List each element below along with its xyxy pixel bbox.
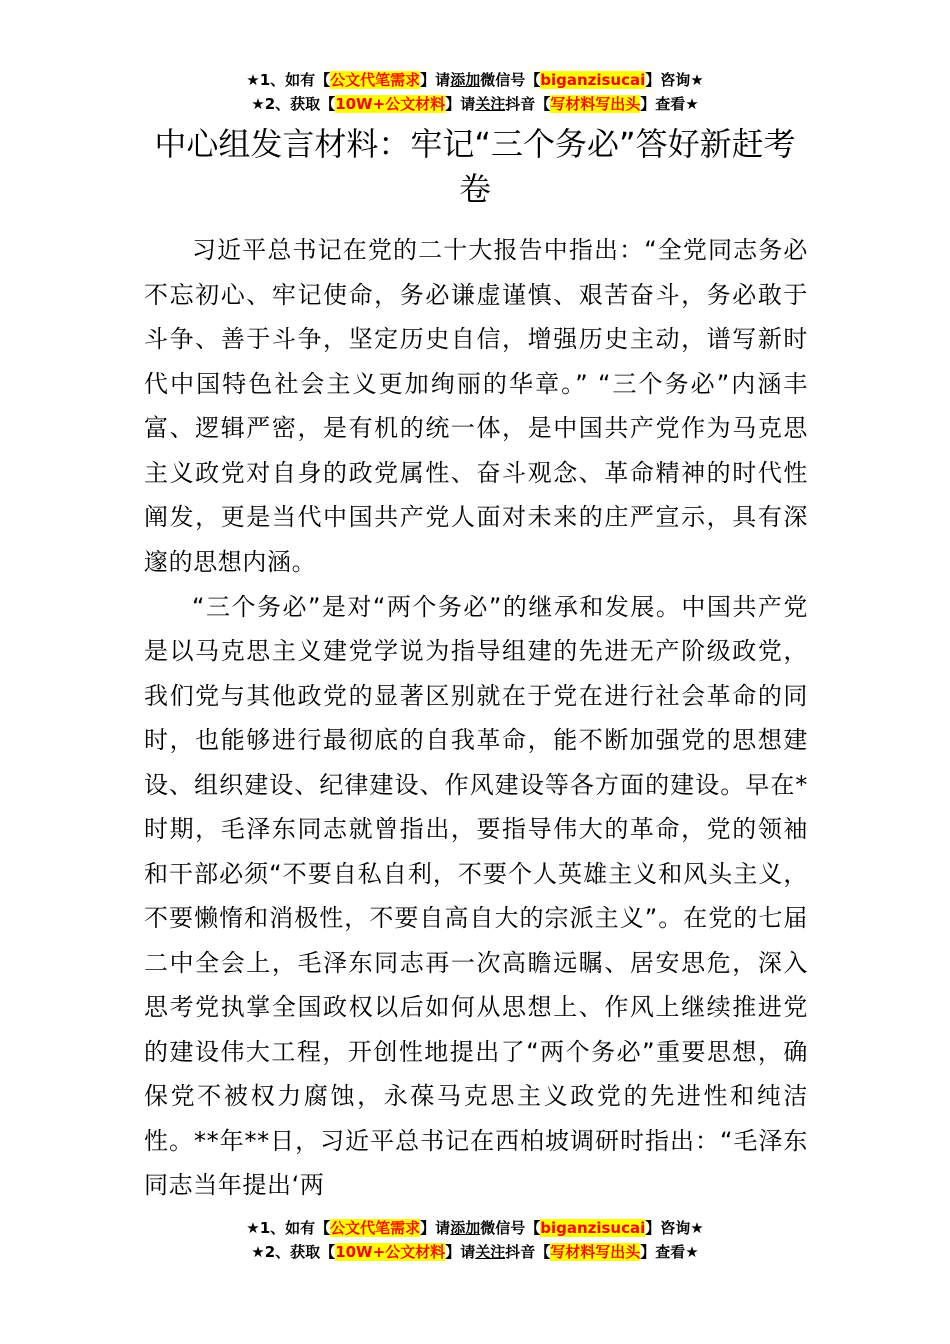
notice-text: ★2、获取【: [251, 1243, 336, 1261]
notice-text: 】请: [445, 95, 476, 113]
notice-text: 抖音【: [505, 95, 551, 113]
notice-text: 微信号【: [480, 71, 541, 89]
footer-notice-line-1: [0, 1218, 950, 1238]
notice-text: 】请: [445, 1243, 476, 1261]
notice-text: ★1、如有【: [246, 71, 331, 89]
notice-text: ★1、如有【: [246, 1219, 331, 1237]
notice-underlined: 添加: [450, 1219, 481, 1237]
notice-underlined: 关注: [475, 95, 506, 113]
notice-text: 】查看★: [640, 95, 699, 113]
document-body: [144, 228, 808, 1208]
notice-highlight: 公文代笔需求: [330, 71, 421, 89]
notice-underlined: 关注: [475, 1243, 506, 1261]
notice-douyin-id: 写材料写出头: [550, 1243, 641, 1261]
notice-douyin-id: 写材料写出头: [550, 95, 641, 113]
notice-text: 微信号【: [480, 1219, 541, 1237]
notice-text: ★2、获取【: [251, 95, 336, 113]
notice-underlined: 添加: [450, 71, 481, 89]
notice-text: 抖音【: [505, 1243, 551, 1261]
header-notice-line-1: [0, 70, 950, 90]
notice-highlight: 10W+公文材料: [335, 1243, 446, 1261]
notice-text: 】请: [420, 71, 451, 89]
body-paragraph-1: 习近平总书记在党的二十大报告中指出：“全党同志务必不忘初心、牢记使命，务必谦虚谨慎、艰苦奋斗，务必敢于斗争、善于斗争，坚定历史自信，增强历史主动，谱写新时代中国特色社会主义更加绚丽的华章。” “三个务必”内涵丰富、逻辑严密，是有机的统一体，是中国共产党作为马克思主义政党对自身的政党属性、奋斗观念、革命精神的时代性阐发，更是当代中国共产党人面对未来的庄严宣示，具有深邃的思想内涵。: [144, 236, 808, 576]
notice-highlight: 公文代笔需求: [330, 1219, 421, 1237]
header-notice-line-2: [0, 94, 950, 114]
document-title: 中心组发言材料：牢记“三个务必”答好新赶考卷: [154, 125, 796, 208]
notice-highlight: 10W+公文材料: [335, 95, 446, 113]
body-paragraph-2: “三个务必”是对“两个务必”的继承和发展。中国共产党是以马克思主义建党学说为指导组建的先进无产阶级政党，我们党与其他政党的显著区别就在于党在进行社会革命的同时，也能够进行最彻底的自我革命，能不断加强党的思想建设、组织建设、纪律建设、作风建设等各方面的建设。早在*时期，毛泽东同志就曾指出，要指导伟大的革命，党的领袖和干部必须“不要自私自利，不要个人英雄主义和风头主义，不要懒惰和消极性，不要自高自大的宗派主义”。在党的七届二中全会上，毛泽东同志再一次高瞻远瞩、居安思危，深入思考党执掌全国政权以后如何从思想上、作风上继续推进党的建设伟大工程，开创性地提出了“两个务必”重要思想，确保党不被权力腐蚀，永葆马克思主义政党的先进性和纯洁性。**年**日，习近平总书记在西柏坡调研时指出：“毛泽东同志当年提出‘两: [144, 592, 808, 1199]
notice-wechat-id: biganzisucai: [540, 71, 646, 89]
notice-wechat-id: biganzisucai: [540, 1219, 646, 1237]
notice-text: 】咨询★: [645, 71, 704, 89]
notice-text: 】咨询★: [645, 1219, 704, 1237]
footer-notice-line-2: [0, 1242, 950, 1262]
notice-text: 】查看★: [640, 1243, 699, 1261]
notice-text: 】请: [420, 1219, 451, 1237]
